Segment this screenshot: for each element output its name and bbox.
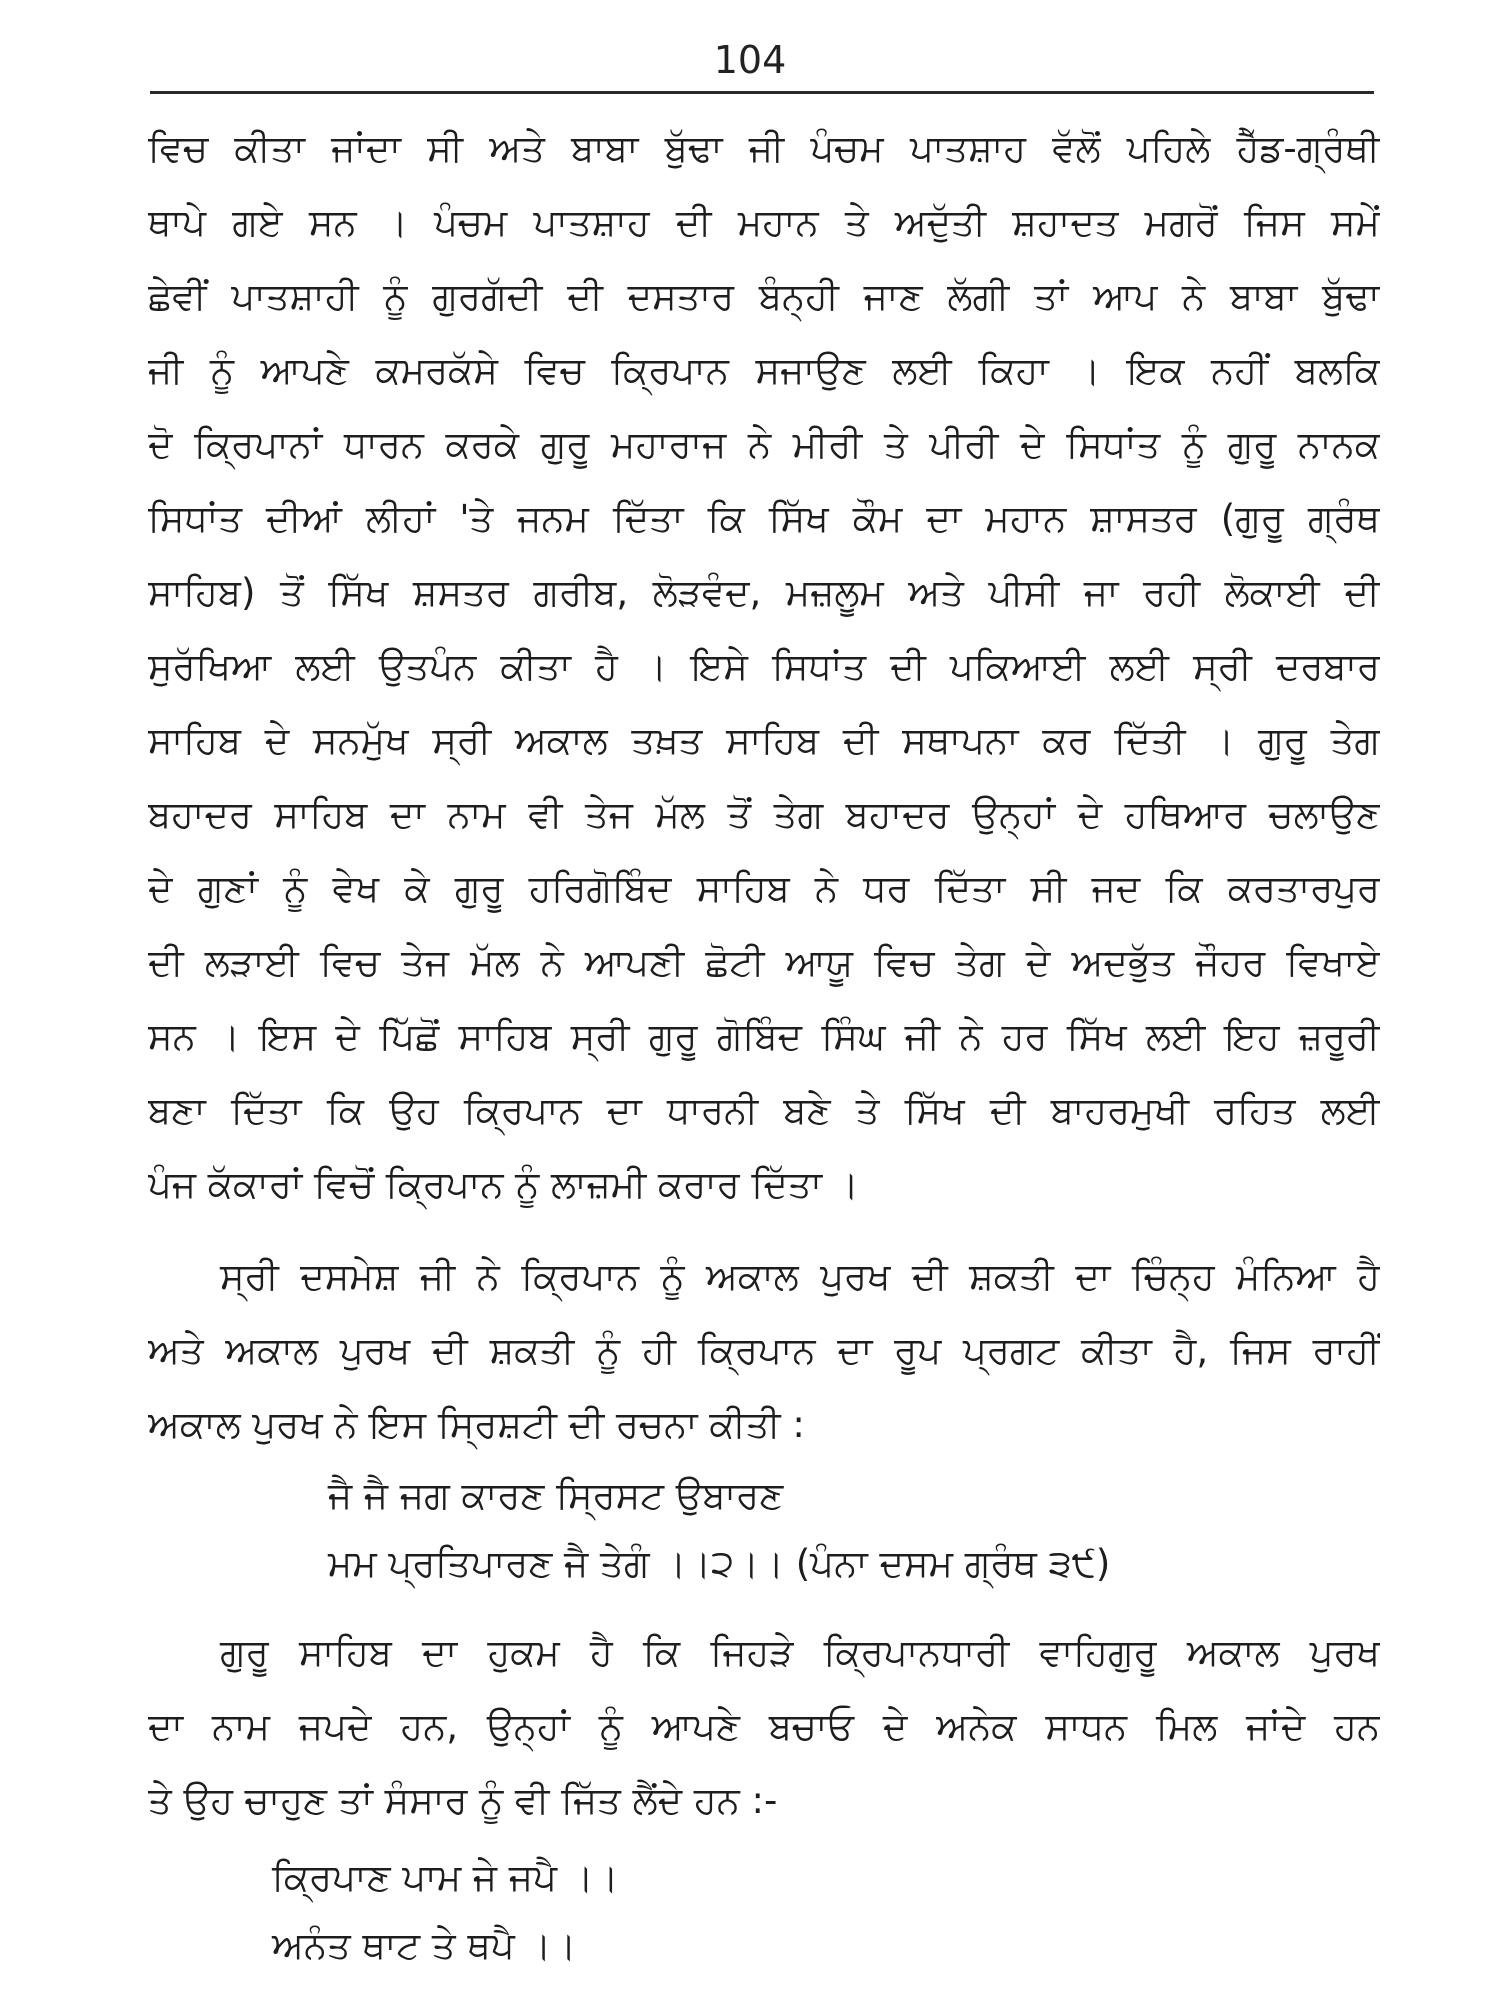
paragraph-3	[148, 1616, 1380, 1838]
page-body	[148, 112, 1380, 1980]
verse-line: ਅਨੰਤ ਥਾਟ ਤੇ ਥਪੈ ।।	[272, 1924, 577, 1967]
text-line: ਬਣਾ ਦਿੱਤਾ ਕਿ ਉਹ ਕ੍ਰਿਪਾਨ ਦਾ ਧਾਰਨੀ ਬਣੇ ਤੇ ਸਿੱਖ ਦੀ ਬਾਹਰਮੁਖੀ ਰਹਿਤ ਲਈ	[148, 1089, 1380, 1132]
verse-line: ਕ੍ਰਿਪਾਣ ਪਾਮ ਜੇ ਜਪੈ ।।	[272, 1856, 619, 1899]
text-line: ਦੋ ਕ੍ਰਿਪਾਨਾਂ ਧਾਰਨ ਕਰਕੇ ਗੁਰੂ ਮਹਾਰਾਜ ਨੇ ਮੀਰੀ ਤੇ ਪੀਰੀ ਦੇ ਸਿਧਾਂਤ ਨੂੰ ਗੁਰੂ ਨਾਨਕ	[148, 423, 1380, 466]
verse-line: ਜੈ ਜੈ ਜਗ ਕਾਰਣ ਸ੍ਰਿਸਟ ਉਬਾਰਣ	[328, 1474, 784, 1517]
verse-line: ਮਮ ਪ੍ਰਤਿਪਾਰਣ ਜੈ ਤੇਗੰ ।।੨।। (ਪੰਨਾ ਦਸਮ ਗ੍ਰੰਥ ੩੯)	[328, 1542, 1111, 1585]
text-line: ਸਾਹਿਬ ਦੇ ਸਨਮੁੱਖ ਸ੍ਰੀ ਅਕਾਲ ਤਖ਼ਤ ਸਾਹਿਬ ਦੀ ਸਥਾਪਨਾ ਕਰ ਦਿੱਤੀ । ਗੁਰੂ ਤੇਗ	[148, 719, 1380, 762]
verse-block-1	[148, 1462, 1380, 1598]
text-line: ਦਾ ਨਾਮ ਜਪਦੇ ਹਨ, ਉਨ੍ਹਾਂ ਨੂੰ ਆਪਣੇ ਬਚਾਓ ਦੇ ਅਨੇਕ ਸਾਧਨ ਮਿਲ ਜਾਂਦੇ ਹਨ	[148, 1705, 1380, 1748]
text-line: ਛੇਵੀਂ ਪਾਤਸ਼ਾਹੀ ਨੂੰ ਗੁਰਗੱਦੀ ਦੀ ਦਸਤਾਰ ਬੰਨ੍ਹੀ ਜਾਣ ਲੱਗੀ ਤਾਂ ਆਪ ਨੇ ਬਾਬਾ ਬੁੱਢਾ	[148, 275, 1380, 318]
text-line: ਬਹਾਦਰ ਸਾਹਿਬ ਦਾ ਨਾਮ ਵੀ ਤੇਜ ਮੱਲ ਤੋਂ ਤੇਗ ਬਹਾਦਰ ਉਨ੍ਹਾਂ ਦੇ ਹਥਿਆਰ ਚਲਾਉਣ	[148, 793, 1380, 836]
text-line: ਗੁਰੂ ਸਾਹਿਬ ਦਾ ਹੁਕਮ ਹੈ ਕਿ ਜਿਹੜੇ ਕ੍ਰਿਪਾਨਧਾਰੀ ਵਾਹਿਗੁਰੂ ਅਕਾਲ ਪੁਰਖ	[220, 1631, 1380, 1674]
text-line: ਅਤੇ ਅਕਾਲ ਪੁਰਖ ਦੀ ਸ਼ਕਤੀ ਨੂੰ ਹੀ ਕ੍ਰਿਪਾਨ ਦਾ ਰੂਪ ਪ੍ਰਗਟ ਕੀਤਾ ਹੈ, ਜਿਸ ਰਾਹੀਂ	[148, 1329, 1380, 1372]
text-line: ਤੇ ਉਹ ਚਾਹੁਣ ਤਾਂ ਸੰਸਾਰ ਨੂੰ ਵੀ ਜਿੱਤ ਲੈਂਦੇ ਹਨ :-	[148, 1779, 778, 1822]
text-line: ਸਾਹਿਬ) ਤੋਂ ਸਿੱਖ ਸ਼ਸਤਰ ਗਰੀਬ, ਲੋੜਵੰਦ, ਮਜ਼ਲੂਮ ਅਤੇ ਪੀਸੀ ਜਾ ਰਹੀ ਲੋਕਾਈ ਦੀ	[148, 571, 1380, 614]
text-line: ਸੁਰੱਖਿਆ ਲਈ ਉਤਪੰਨ ਕੀਤਾ ਹੈ । ਇਸੇ ਸਿਧਾਂਤ ਦੀ ਪਕਿਆਈ ਲਈ ਸ੍ਰੀ ਦਰਬਾਰ	[148, 645, 1380, 688]
text-line: ਵਿਚ ਕੀਤਾ ਜਾਂਦਾ ਸੀ ਅਤੇ ਬਾਬਾ ਬੁੱਢਾ ਜੀ ਪੰਚਮ ਪਾਤਸ਼ਾਹ ਵੱਲੋਂ ਪਹਿਲੇ ਹੈੱਡ-ਗ੍ਰੰਥੀ	[148, 127, 1380, 170]
text-line: ਸਿਧਾਂਤ ਦੀਆਂ ਲੀਹਾਂ 'ਤੇ ਜਨਮ ਦਿੱਤਾ ਕਿ ਸਿੱਖ ਕੌਮ ਦਾ ਮਹਾਨ ਸ਼ਾਸਤਰ (ਗੁਰੂ ਗ੍ਰੰਥ	[148, 497, 1380, 540]
text-line: ਥਾਪੇ ਗਏ ਸਨ । ਪੰਚਮ ਪਾਤਸ਼ਾਹ ਦੀ ਮਹਾਨ ਤੇ ਅਦੁੱਤੀ ਸ਼ਹਾਦਤ ਮਗਰੋਂ ਜਿਸ ਸਮੇਂ	[148, 201, 1380, 244]
page-number: 104	[713, 38, 787, 82]
text-line: ਦੇ ਗੁਣਾਂ ਨੂੰ ਵੇਖ ਕੇ ਗੁਰੂ ਹਰਿਗੋਬਿੰਦ ਸਾਹਿਬ ਨੇ ਧਰ ਦਿੱਤਾ ਸੀ ਜਦ ਕਿ ਕਰਤਾਰਪੁਰ	[148, 867, 1380, 910]
text-line: ਸ੍ਰੀ ਦਸਮੇਸ਼ ਜੀ ਨੇ ਕ੍ਰਿਪਾਨ ਨੂੰ ਅਕਾਲ ਪੁਰਖ ਦੀ ਸ਼ਕਤੀ ਦਾ ਚਿੰਨ੍ਹ ਮੰਨਿਆ ਹੈ	[220, 1255, 1380, 1298]
text-line: ਦੀ ਲੜਾਈ ਵਿਚ ਤੇਜ ਮੱਲ ਨੇ ਆਪਣੀ ਛੋਟੀ ਆਯੂ ਵਿਚ ਤੇਗ ਦੇ ਅਦਭੁੱਤ ਜੌਹਰ ਵਿਖਾਏ	[148, 941, 1380, 984]
text-line: ਜੀ ਨੂੰ ਆਪਣੇ ਕਮਰਕੱਸੇ ਵਿਚ ਕ੍ਰਿਪਾਨ ਸਜਾਉਣ ਲਈ ਕਿਹਾ । ਇਕ ਨਹੀਂ ਬਲਕਿ	[148, 349, 1380, 392]
verse-block-2	[148, 1844, 1380, 1980]
paragraph-2	[148, 1240, 1380, 1462]
text-line: ਸਨ । ਇਸ ਦੇ ਪਿੱਛੋਂ ਸਾਹਿਬ ਸ੍ਰੀ ਗੁਰੂ ਗੋਬਿੰਦ ਸਿੰਘ ਜੀ ਨੇ ਹਰ ਸਿੱਖ ਲਈ ਇਹ ਜ਼ਰੂਰੀ	[148, 1015, 1380, 1058]
header-rule	[150, 91, 1374, 94]
text-line: ਪੰਜ ਕੱਕਾਰਾਂ ਵਿਚੋਂ ਕ੍ਰਿਪਾਨ ਨੂੰ ਲਾਜ਼ਮੀ ਕਰਾਰ ਦਿੱਤਾ ।	[148, 1163, 859, 1206]
paragraph-1	[148, 112, 1380, 1222]
text-line: ਅਕਾਲ ਪੁਰਖ ਨੇ ਇਸ ਸ੍ਰਿਸ਼ਟੀ ਦੀ ਰਚਨਾ ਕੀਤੀ :	[148, 1403, 805, 1446]
